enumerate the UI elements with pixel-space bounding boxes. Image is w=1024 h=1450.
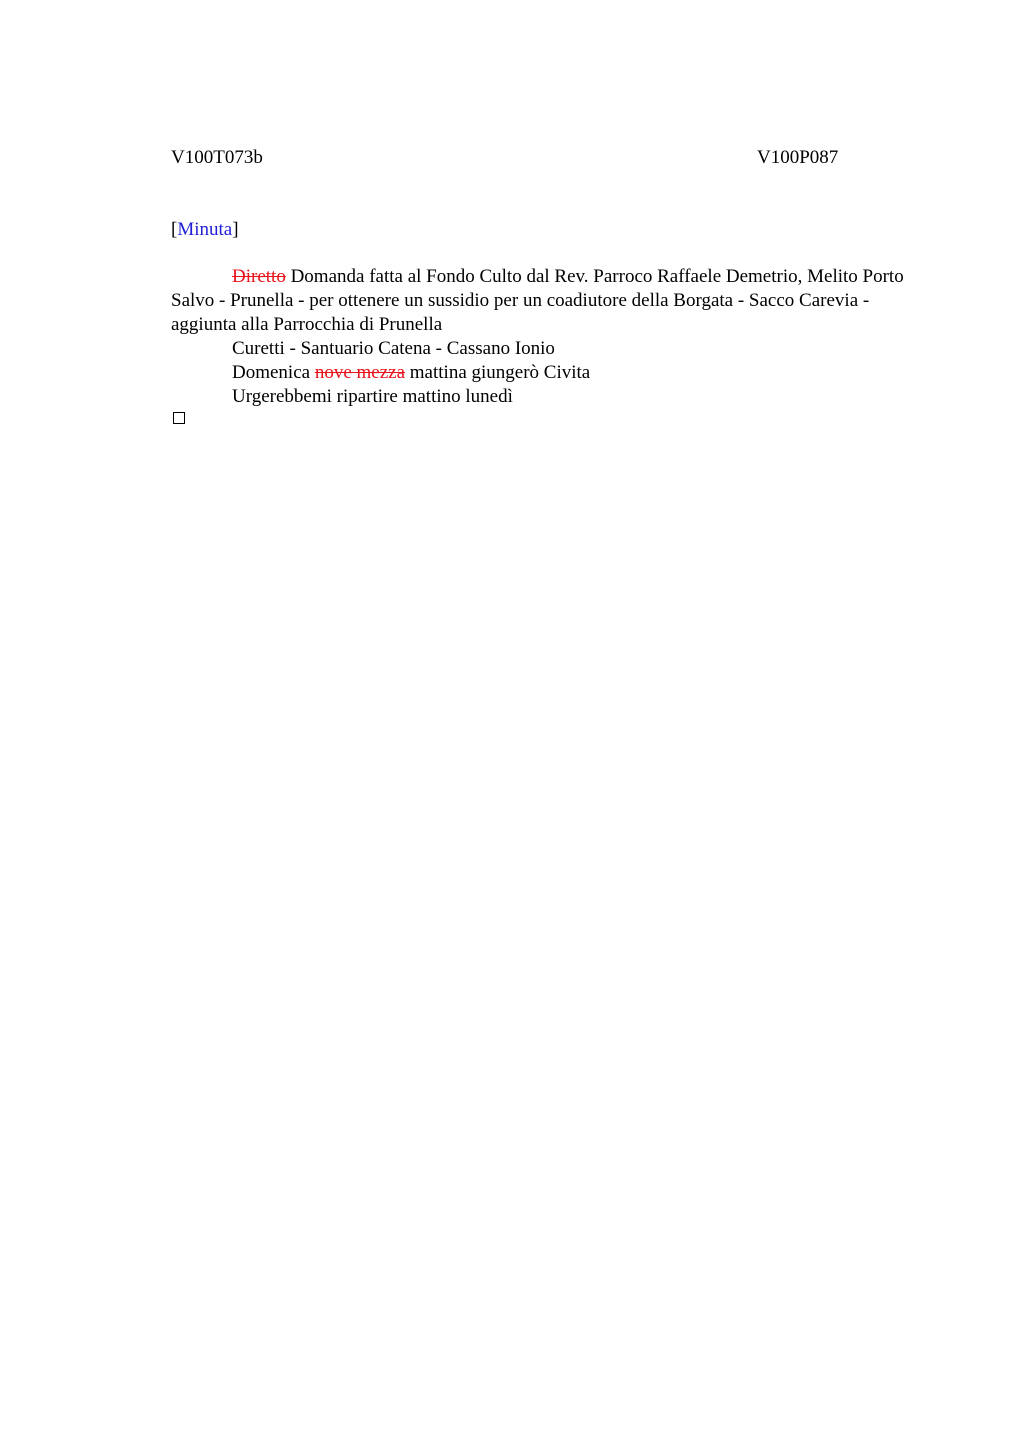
empty-square-icon [173,412,185,424]
paragraph-arrival [171,361,921,385]
paragraph-text-after: mattina giungerò Civita [405,362,591,383]
document-type-word: Minuta [177,219,233,240]
document-body [171,265,921,409]
paragraph-departure [171,385,921,409]
header-codes [171,146,851,170]
paragraph-text: Domanda fatta al Fondo Culto dal Rev. Parroco Raffaele Demetrio, Melito Porto Salvo - Prunella - per ottenere un sussidio per un coadiutore della Borgata - Sacco Carevia - aggiunta alla Parrocchia di Prunella [171,266,904,335]
paragraph-text: Urgerebbemi ripartire mattino lunedì [232,386,513,407]
paragraph-text-before: Domenica [232,362,315,383]
deleted-word: Diretto [232,266,286,287]
deleted-words: nove mezza [314,362,406,383]
close-bracket: ] [232,219,239,240]
open-bracket: [ [171,219,178,240]
document-code-left: V100T073b [171,147,263,168]
paragraph-places [171,337,921,361]
document-code-right: V100P087 [757,147,839,168]
paragraph-request [171,265,921,337]
document-type-label [171,218,239,242]
paragraph-text: Curetti - Santuario Catena - Cassano Ionio [232,338,555,359]
